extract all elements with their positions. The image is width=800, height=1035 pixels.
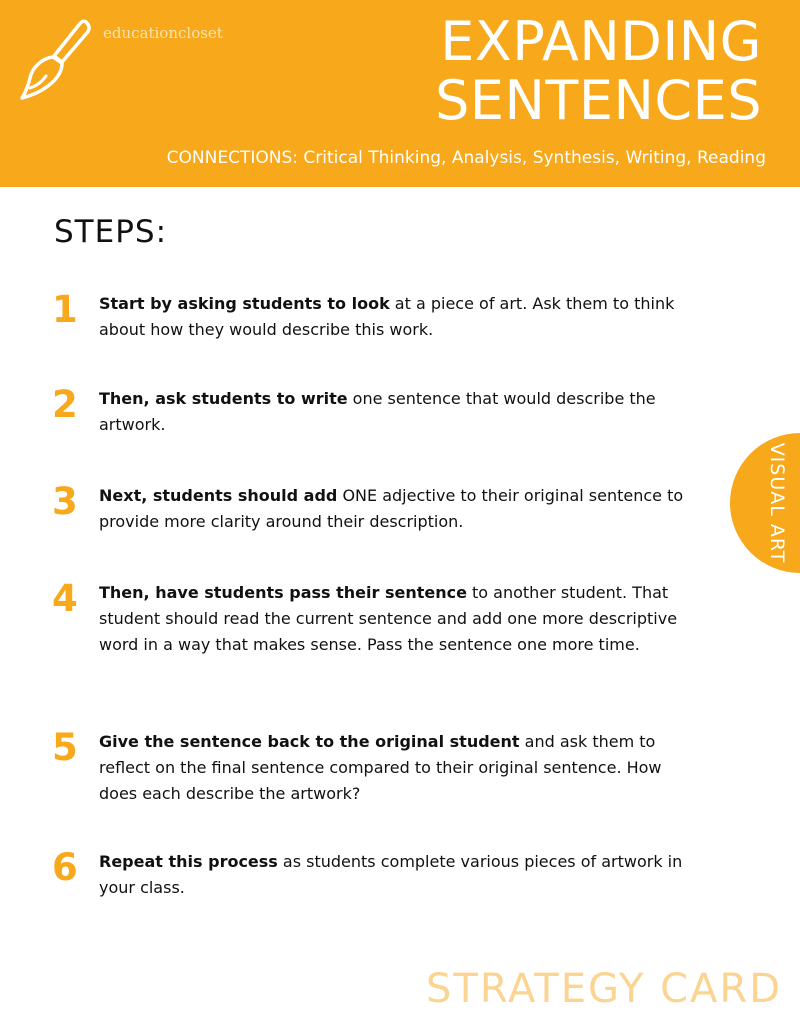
- step-number: 1: [52, 288, 78, 331]
- strategy-card-footer: STRATEGY CARD: [426, 966, 782, 1012]
- step-text: [99, 483, 699, 535]
- step-lead: Next, students should add: [99, 486, 338, 505]
- step-body: and ask them to reflect on the final sentence compared to their original sentence. How does each describe the artwork?: [99, 732, 662, 803]
- step-text: [99, 386, 699, 438]
- visual-art-tab: [730, 433, 800, 573]
- step-lead: Then, have students pass their sentence: [99, 583, 467, 602]
- title-line-2: SENTENCES: [435, 69, 762, 132]
- steps-heading: STEPS:: [54, 214, 168, 250]
- step-text: [99, 580, 699, 658]
- step-lead: Start by asking students to look: [99, 294, 390, 313]
- step-body: at a piece of art. Ask them to think about how they would describe this work.: [99, 294, 675, 339]
- step-number: 2: [52, 383, 78, 426]
- page-title: [322, 12, 762, 130]
- step-body: to another student. That student should read the current sentence and add one more descriptive word in a way that makes sense. Pass the sentence one more time.: [99, 583, 678, 654]
- step-number: 4: [52, 577, 78, 620]
- step-lead: Give the sentence back to the original student: [99, 732, 520, 751]
- step-body: ONE adjective to their original sentence to provide more clarity around their description.: [99, 486, 684, 531]
- step-lead: Repeat this process: [99, 852, 278, 871]
- step-number: 3: [52, 480, 78, 523]
- header-banner: [0, 0, 800, 187]
- step-number: 5: [52, 726, 78, 769]
- step-text: [99, 849, 699, 901]
- step-text: [99, 291, 699, 343]
- paintbrush-icon: [16, 16, 96, 108]
- step-body: one sentence that would describe the artwork.: [99, 389, 656, 434]
- brand-name: educationcloset: [103, 24, 223, 42]
- step-text: [99, 729, 699, 807]
- step-body: as students complete various pieces of artwork in your class.: [99, 852, 683, 897]
- connections-line: CONNECTIONS: Critical Thinking, Analysis, Synthesis, Writing, Reading: [166, 148, 766, 168]
- visual-art-label: VISUAL ART: [766, 442, 788, 564]
- step-number: 6: [52, 846, 78, 889]
- step-lead: Then, ask students to write: [99, 389, 348, 408]
- title-line-1: EXPANDING: [440, 10, 762, 73]
